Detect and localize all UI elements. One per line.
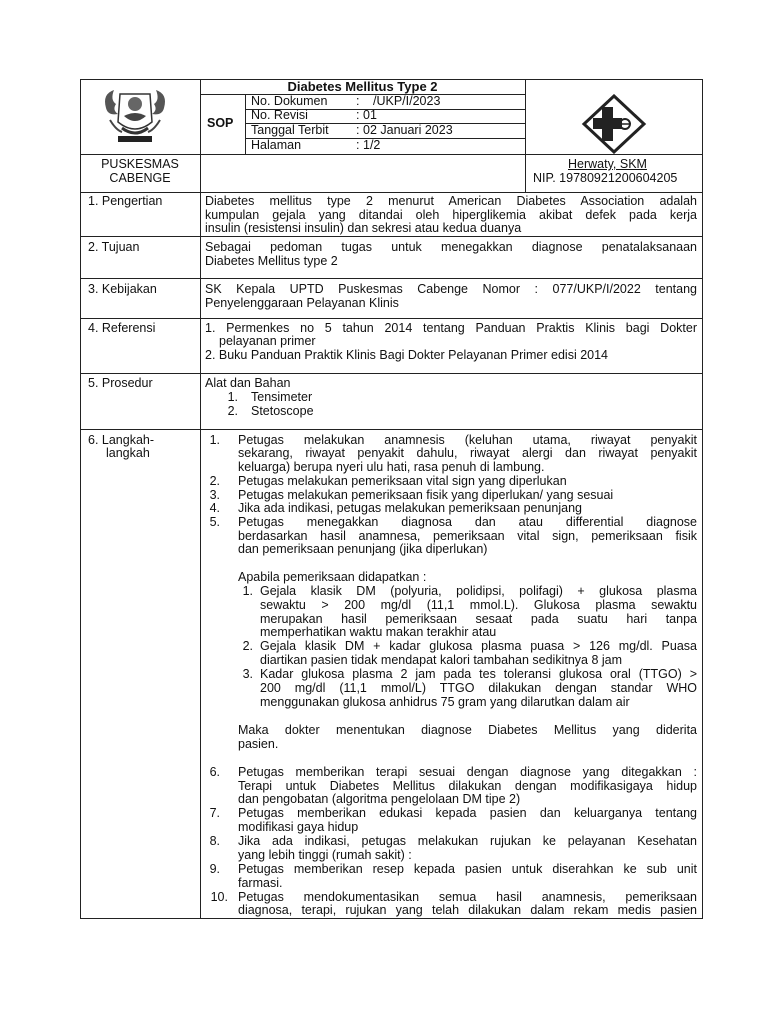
step-line: farmasi.: [238, 876, 283, 890]
section-rule-4: [80, 373, 703, 374]
criteria-line: memperhatikan waktu makan terakhir atau: [260, 625, 497, 639]
meta-doc-value: /UKP/I/2023: [373, 94, 441, 108]
section-label-langkah-2: langkah: [106, 446, 150, 460]
step-line: Terapi untuk Diabetes Mellitus dilakukan dengan modifikasigaya hidup: [238, 779, 697, 793]
section-label-langkah: 6. Langkah-: [88, 433, 155, 447]
pengertian-line: kumpulan gejala yang ditandai oleh hiperglikemia akibat defek pada kerja: [205, 208, 697, 222]
step-line: dan pemeriksaan penunjang (jika diperlukan): [238, 542, 488, 556]
criteria-number: 2.: [242, 639, 253, 653]
step-number: 8.: [209, 834, 220, 848]
meta-rule-4: [200, 154, 525, 155]
step-line: Jika ada indikasi, petugas melakukan pemeriksaan penunjang: [238, 501, 582, 515]
section-label-kebijakan: 3. Kebijakan: [88, 282, 157, 296]
criteria-line: sewaktu > 200 mg/dl (11,1 mmol.L). Glukosa plasma sewaktu: [260, 598, 697, 612]
meta-date-value: 02 Januari 2023: [363, 123, 453, 137]
prosedur-item: Stetoscope: [251, 404, 314, 418]
meta-rev-sep: :: [356, 108, 360, 122]
section-rule-1: [80, 236, 703, 237]
criteria-intro: Apabila pemeriksaan didapatkan :: [238, 570, 427, 584]
kebijakan-line: SK Kepala UPTD Puskesmas Cabenge Nomor : 077/UKP/I/2022 tentang: [205, 282, 697, 296]
signer-nip: NIP. 19780921200604205: [533, 171, 678, 185]
title-rule: [200, 94, 525, 95]
puskesmas-name-line2: CABENGE: [109, 171, 171, 185]
signer-name: Herwaty, SKM: [568, 157, 647, 171]
prosedur-item-number: 1.: [227, 390, 238, 404]
step-line: Jika ada indikasi, petugas melakukan rujukan ke pelayanan Kesehatan: [238, 834, 697, 848]
step-number: 5.: [209, 515, 220, 529]
step-number: 10.: [210, 890, 228, 904]
step-line: modifikasi gaya hidup: [238, 820, 359, 834]
step-line: diagnosa, terapi, rujukan yang telah dilakukan dalam rekam medis pasien: [238, 903, 697, 917]
meta-doc-label: No. Dokumen: [251, 94, 328, 108]
criteria-line: merupakan hasil pemeriksaan sesaat pada suatu hari tanpa: [260, 612, 697, 626]
header-bottom-rule: [80, 192, 703, 193]
section-rule-3: [80, 318, 703, 319]
step-line: Petugas mendokumentasikan semua hasil anamnesis, pemeriksaan: [238, 890, 697, 904]
prosedur-item: Tensimeter: [251, 390, 313, 404]
puskesmas-cross-logo: [581, 94, 647, 154]
step-number: 1.: [209, 433, 220, 447]
tujuan-line: Sebagai pedoman tugas untuk menegakkan diagnose penatalaksanaan: [205, 240, 697, 254]
meta-rev-value: 01: [363, 108, 377, 122]
step-number: 6.: [209, 765, 220, 779]
criteria-line: Gejala klasik DM (polyuria, polidipsi, polifagi) + glukosa plasma: [260, 584, 697, 598]
referensi-line: pelayanan primer: [219, 334, 316, 348]
step-line: Petugas melakukan pemeriksaan fisik yang diperlukan/ yang sesuai: [238, 488, 614, 502]
step-number: 4.: [209, 501, 220, 515]
step-number: 7.: [209, 806, 220, 820]
conclusion-line: Maka dokter menentukan diagnose Diabetes Mellitus yang diderita: [238, 723, 697, 737]
pengertian-line: Diabetes mellitus type 2 menurut American Diabetes Association adalah: [205, 194, 697, 208]
step-number: 2.: [209, 474, 220, 488]
header-rule: [80, 154, 200, 155]
section-rule-2: [80, 278, 703, 279]
section-label-pengertian: 1. Pengertian: [88, 194, 163, 208]
logo-column-divider: [525, 79, 526, 192]
header-rule-right: [525, 154, 703, 155]
section-rule-5: [80, 429, 703, 430]
step-line: Petugas melakukan anamnesis (keluhan utama, riwayat penyakit: [238, 433, 697, 447]
step-line: Petugas memberikan terapi sesuai dengan diagnose yang ditegakkan :: [238, 765, 697, 779]
sop-divider: [245, 94, 246, 154]
step-line: Petugas memberikan resep kepada pasien untuk diserahkan ke sub unit: [238, 862, 697, 876]
referensi-line: 2. Buku Panduan Praktik Klinis Bagi Dokter Pelayanan Primer edisi 2014: [205, 348, 608, 362]
meta-date-label: Tanggal Terbit: [251, 123, 329, 137]
criteria-line: Kadar glukosa plasma 2 jam pada tes toleransi glukosa oral (TTGO) >: [260, 667, 697, 681]
document-title: Diabetes Mellitus Type 2: [287, 79, 438, 94]
kebijakan-line: Penyelenggaraan Pelayanan Klinis: [205, 296, 399, 310]
conclusion-line: pasien.: [238, 737, 279, 751]
regional-emblem: [100, 84, 170, 148]
step-line: yang lebih tinggi (rumah sakit) :: [238, 848, 412, 862]
prosedur-item-number: 2.: [227, 404, 238, 418]
section-label-referensi: 4. Referensi: [88, 321, 156, 335]
meta-doc-sep: :: [356, 94, 360, 108]
referensi-line: 1. Permenkes no 5 tahun 2014 tentang Panduan Praktis Klinis bagi Dokter: [205, 321, 697, 335]
sop-label: SOP: [207, 116, 234, 130]
step-line: Petugas melakukan pemeriksaan vital sign yang diperlukan: [238, 474, 567, 488]
pengertian-line: insulin (resistensi insulin) dan sekresi atau kedua duanya: [205, 221, 522, 235]
criteria-line: 200 mg/dl (11,1 mmol/L) TTGO dilakukan dengan standar WHO: [260, 681, 697, 695]
section-label-prosedur: 5. Prosedur: [88, 376, 153, 390]
criteria-number: 3.: [242, 667, 253, 681]
criteria-line: diartikan pasien tidak mendapat kalori tambahan sedikitnya 8 jam: [260, 653, 623, 667]
meta-page-sep: :: [356, 138, 360, 152]
step-line: berdasarkan hasil anamnesa, pemeriksaan vital sign, pemeriksaan fisik: [238, 529, 697, 543]
step-line: dan pengobatan (algoritma pengelolaan DM tipe 2): [238, 792, 521, 806]
step-line: Petugas menegakkan diagnosa dan atau differential diagnose: [238, 515, 697, 529]
criteria-line: Gejala klasik DM + kadar glukosa plasma puasa > 126 mg/dl. Puasa: [260, 639, 697, 653]
criteria-number: 1.: [242, 584, 253, 598]
step-line: sekarang, riwayat penyakit dahulu, riwayat alergi dan riwayat penyakit: [238, 446, 697, 460]
step-number: 3.: [209, 488, 220, 502]
puskesmas-name-line1: PUSKESMAS: [101, 157, 179, 171]
meta-date-sep: :: [356, 123, 360, 137]
prosedur-heading: Alat dan Bahan: [205, 376, 291, 390]
step-line: keluarga) berupa nyeri ulu hati, rasa penuh di lambung.: [238, 460, 545, 474]
criteria-line: menggunakan glukosa anhidrus 75 gram yang dilarutkan dalam air: [260, 695, 630, 709]
section-label-tujuan: 2. Tujuan: [88, 240, 140, 254]
step-line: Petugas memberikan edukasi kepada pasien dan keluarganya tentang: [238, 806, 697, 820]
meta-rev-label: No. Revisi: [251, 108, 308, 122]
tujuan-line: Diabetes Mellitus type 2: [205, 254, 338, 268]
meta-page-value: 1/2: [363, 138, 381, 152]
meta-page-label: Halaman: [251, 138, 302, 152]
step-number: 9.: [209, 862, 220, 876]
